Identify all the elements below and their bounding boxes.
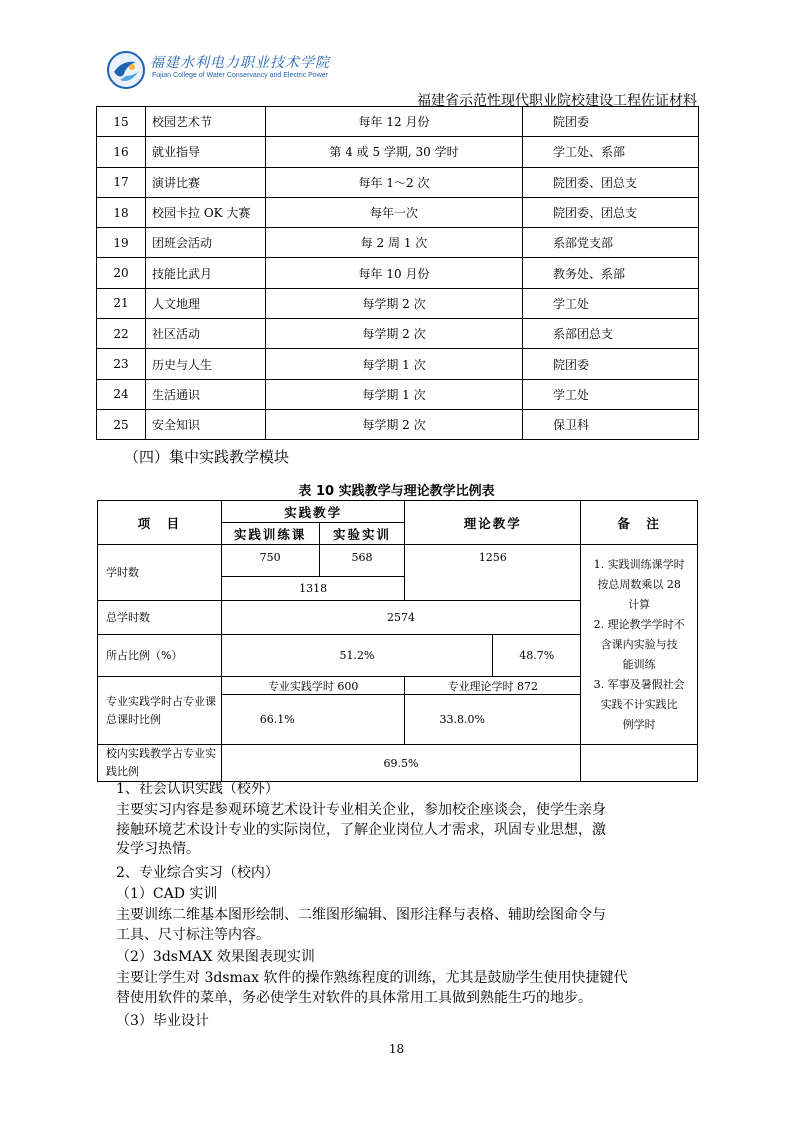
table-row	[97, 167, 699, 197]
activity-table	[96, 106, 699, 440]
activity-name: 团班会活动	[146, 228, 266, 258]
row-number: 24	[97, 379, 146, 409]
table-row	[97, 379, 699, 409]
activity-frequency: 每年一次	[266, 197, 523, 227]
table-row	[97, 319, 699, 349]
activity-frequency: 每年 1～2 次	[266, 167, 523, 197]
subsection-graduation-title: （3）毕业设计	[116, 1013, 209, 1029]
total-hours: 2574	[221, 601, 580, 635]
activity-frequency: 每学期 2 次	[266, 319, 523, 349]
section-1-text	[116, 801, 696, 860]
responsible-department: 教务处、系部	[523, 258, 699, 288]
notes-cell	[581, 545, 698, 745]
row-number: 23	[97, 349, 146, 379]
table-caption: 表 10 实践教学与理论教学比例表	[298, 484, 495, 499]
responsible-department: 院团委、团总支	[523, 197, 699, 227]
document-title: 福建省示范性现代职业院校建设工程佐证材料	[417, 93, 697, 109]
responsible-department: 学工处	[523, 379, 699, 409]
header-notes: 备 注	[581, 501, 698, 545]
section-2-title: 2、专业综合实习（校内）	[116, 865, 279, 881]
table-row	[97, 349, 699, 379]
row-label-hours: 学时数	[98, 545, 222, 601]
activity-name: 校园卡拉 OK 大赛	[146, 197, 266, 227]
campus-percentage: 69.5%	[221, 745, 580, 782]
table-row	[97, 137, 699, 167]
major-practice-percentage: 66.1%	[221, 695, 405, 745]
row-number: 21	[97, 288, 146, 318]
activity-frequency: 每学期 2 次	[266, 288, 523, 318]
table-row	[97, 258, 699, 288]
header-practice: 实践教学	[221, 501, 405, 523]
header-training: 实践训练课	[221, 523, 319, 545]
text-line: 发学习热情。	[116, 841, 200, 857]
header-item: 项 目	[98, 501, 222, 545]
activity-name: 生活通识	[146, 379, 266, 409]
activity-name: 社区活动	[146, 319, 266, 349]
subsection-3dsmax-text	[116, 969, 696, 1008]
row-label-campus-ratio: 校内实践教学占专业实践比例	[98, 745, 222, 782]
row-number: 18	[97, 197, 146, 227]
activity-name: 技能比武月	[146, 258, 266, 288]
row-number: 15	[97, 107, 146, 137]
text-line: 主要让学生对 3dsmax 软件的操作熟练程度的训练，尤其是鼓励学生使用快捷键代	[116, 970, 628, 986]
row-number: 22	[97, 319, 146, 349]
notes-empty-cell	[581, 745, 698, 782]
note-line: 3. 军事及暑假社会实践不计实践比	[593, 677, 685, 711]
table-row	[97, 288, 699, 318]
responsible-department: 学工处	[523, 288, 699, 318]
major-theory-hours: 专业理论学时 872	[405, 677, 581, 695]
text-line: 主要训练二维基本图形绘制、二维图形编辑、图形注释与表格、辅助绘图命令与	[116, 907, 606, 923]
activity-frequency: 每学期 2 次	[266, 409, 523, 439]
activity-frequency: 第 4 或 5 学期, 30 学时	[266, 137, 523, 167]
header-theory: 理论教学	[405, 501, 581, 545]
note-line: 例学时	[622, 717, 656, 731]
activity-frequency: 每年 10 月份	[266, 258, 523, 288]
logo-text: 福建水利电力职业技术学院	[150, 55, 330, 71]
text-line: 替使用软件的菜单，务必使学生对软件的具体常用工具做到熟能生巧的地步。	[116, 989, 592, 1006]
responsible-department: 系部党支部	[523, 228, 699, 258]
table-row	[97, 197, 699, 227]
text-line: 主要实习内容是参观环境艺术设计专业相关企业，参加校企座谈会，使学生亲身	[116, 802, 606, 818]
activity-name: 校园艺术节	[146, 107, 266, 137]
major-practice-hours: 专业实践学时 600	[221, 677, 405, 695]
college-logo	[106, 50, 330, 90]
section-1-title: 1、社会认识实践（校外）	[116, 781, 279, 797]
hours-practice-total: 1318	[221, 577, 405, 601]
header-lab: 实验实训	[319, 523, 405, 545]
note-line: 2. 理论教学学时不含课内实验与技	[593, 617, 685, 651]
note-line: 1. 实践训练课学时按总周数乘以 28	[593, 557, 685, 591]
row-number: 25	[97, 409, 146, 439]
responsible-department: 系部团总支	[523, 319, 699, 349]
table-row	[97, 228, 699, 258]
section-heading: （四）集中实践教学模块	[124, 448, 290, 466]
page-number: 18	[388, 1042, 405, 1056]
major-theory-percentage: 33.8.0%	[405, 695, 581, 745]
row-number: 19	[97, 228, 146, 258]
activity-frequency: 每学期 1 次	[266, 379, 523, 409]
responsible-department: 保卫科	[523, 409, 699, 439]
subsection-cad-text	[116, 906, 696, 945]
activity-name: 演讲比赛	[146, 167, 266, 197]
hours-theory: 1256	[405, 545, 581, 601]
activity-name: 安全知识	[146, 409, 266, 439]
table-row	[97, 107, 699, 137]
percentage-practice: 51.2%	[221, 635, 493, 677]
activity-frequency: 每学期 1 次	[266, 349, 523, 379]
activity-name: 人文地理	[146, 288, 266, 318]
text-line: 接触环境艺术设计专业的实际岗位，了解企业岗位人才需求，巩固专业思想，激	[116, 821, 606, 838]
responsible-department: 院团委	[523, 107, 699, 137]
percentage-theory: 48.7%	[493, 635, 581, 677]
row-label-major-ratio: 专业实践学时占专业课总课时比例	[98, 677, 222, 745]
subsection-cad-title: （1）CAD 实训	[116, 886, 218, 902]
activity-frequency: 每年 12 月份	[266, 107, 523, 137]
row-number: 16	[97, 137, 146, 167]
table-row	[97, 409, 699, 439]
responsible-department: 学工处、系部	[523, 137, 699, 167]
text-line: 工具、尺寸标注等内容。	[116, 926, 270, 943]
note-line: 能训练	[622, 657, 656, 671]
ratio-table	[97, 500, 698, 782]
responsible-department: 院团委	[523, 349, 699, 379]
row-label-total: 总学时数	[98, 601, 222, 635]
hours-training: 750	[221, 545, 319, 577]
row-number: 20	[97, 258, 146, 288]
note-line: 计算	[628, 597, 651, 611]
hours-lab: 568	[319, 545, 405, 577]
row-number: 17	[97, 167, 146, 197]
activity-name: 就业指导	[146, 137, 266, 167]
college-emblem-icon	[106, 50, 146, 90]
activity-name: 历史与人生	[146, 349, 266, 379]
subsection-3dsmax-title: （2）3dsMAX 效果图表现实训	[116, 949, 315, 965]
activity-frequency: 每 2 周 1 次	[266, 228, 523, 258]
responsible-department: 院团委、团总支	[523, 167, 699, 197]
row-label-percentage: 所占比例（%）	[98, 635, 222, 677]
logo-subtitle: Fujian College of Water Conservancy and Electric Power	[152, 72, 328, 79]
